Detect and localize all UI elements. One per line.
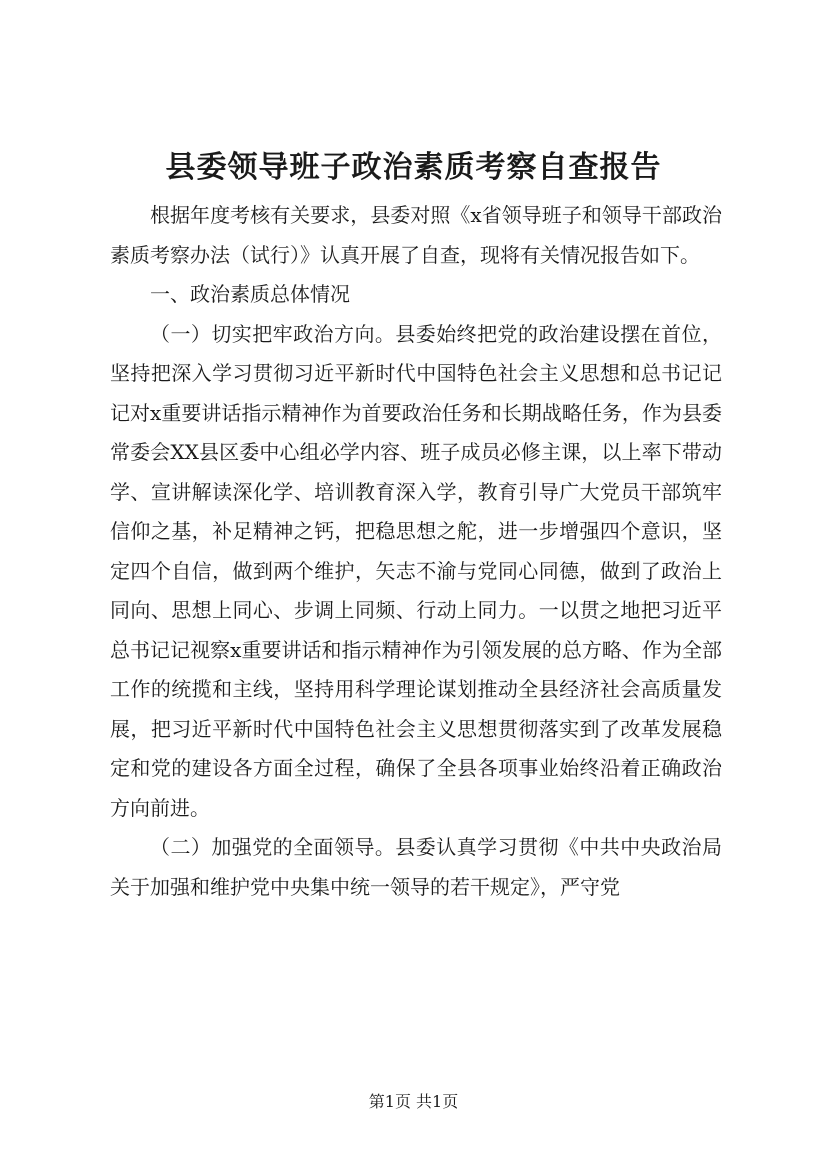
document-title: 县委领导班子政治素质考察自查报告 bbox=[165, 150, 662, 185]
subsection-paragraph-2: （二）加强党的全面领导。县委认真学习贯彻《中共中央政治局关于加强和维护党中央集中统一领导的若干规定》，严守党 bbox=[110, 835, 722, 899]
page-footer: 第1页 共1页 bbox=[368, 1092, 459, 1111]
subsection-paragraph-1: （一）切实把牢政治方向。县委始终把党的政治建设摆在首位，坚持把深入学习贯彻习近平新时代中国特色社会主义思想和总书记记记对x重要讲话指示精神作为首要政治任务和长期战略任务，作为县委常委会XX县区委中心组必学内容、班子成员必修主课，以上率下带动学、宣讲解读深化学、培训教育深入学，教育引导广大党员干部筑牢信仰之基，补足精神之钙，把稳思想之舵，进一步增强四个意识，坚定四个自信，做到两个维护，矢志不渝与党同心同德，做到了政治上同向、思想上同心、步调上同频、行动上同力。一以贯之地把习近平总书记记视察x重要讲话和指示精神作为引领发展的总方略、作为全部工作的统揽和主线，坚持用科学理论谋划推动全县经济社会高质量发展，把习近平新时代中国特色社会主义思想贯彻落实到了改革发展稳定和党的建设各方面全过程，确保了全县各项事业始终沿着正确政治方向前进。 bbox=[110, 321, 722, 820]
document-body bbox=[110, 196, 722, 907]
intro-paragraph: 根据年度考核有关要求，县委对照《x省领导班子和领导干部政治素质考察办法（试行）》认真开展了自查，现将有关情况报告如下。 bbox=[110, 203, 722, 267]
section-heading: 一、政治素质总体情况 bbox=[150, 282, 350, 306]
